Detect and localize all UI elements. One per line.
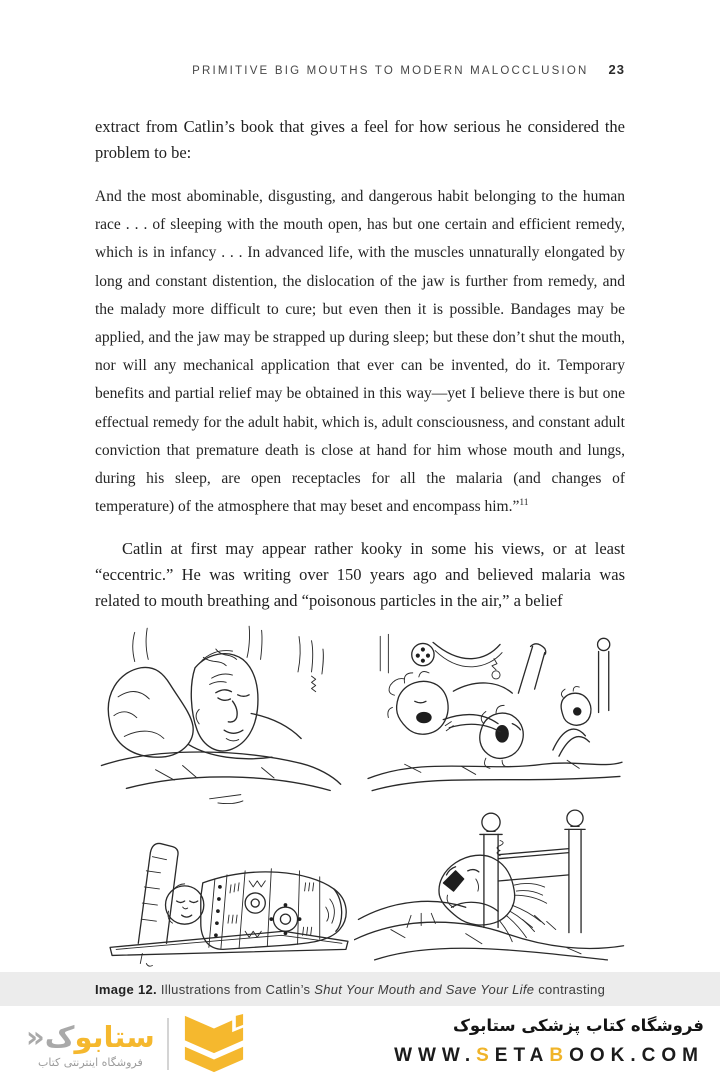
figure-swaddled-infant [102,830,354,970]
footer-store-info [394,1013,704,1071]
logo-wordmark [26,1020,155,1054]
caption-label: Image 12. [95,981,157,997]
logo-chevron-icon [181,1014,247,1074]
logo-guillemet: « [26,1019,45,1054]
figure-closed-mouth-sleeper [94,622,346,804]
logo-wordmark-block [26,1020,155,1069]
closed-mouth-sleeper-illustration [94,622,346,804]
caption-text-before: Illustrations from Catlin’s [156,981,315,997]
swaddled-infant-illustration [102,830,354,970]
caption-book-title: Shut Your Mouth and Save Your Life [314,981,535,997]
running-header [95,62,625,77]
text-column [95,114,625,614]
figure-open-mouth-sleeper [354,798,628,968]
second-paragraph: Catlin at first may appear rather kooky in some his views, or at least “eccentric.” He was writing over 150 years ago and believed malaria was related to mouth breathing and “poisonous particles in the air,” a belief [95,539,625,611]
url-s-accent: S [476,1045,495,1066]
block-quote [95,183,625,521]
figure-grid [92,616,628,968]
chapter-title: PRIMITIVE BIG MOUTHS TO MODERN MALOCCLUSION [192,65,589,77]
logo-wordmark-gray: ک [44,1019,75,1054]
watermark-footer [0,1006,720,1080]
logo-divider [167,1018,169,1070]
footnote-marker: 11 [519,498,529,509]
setabook-logo [26,1014,247,1074]
logo-wordmark-yellow: ستابو [74,1019,155,1054]
figure-caption-bar [0,972,720,1006]
store-name-line: فروشگاه کتاب پزشکی ستابوک [453,1016,704,1035]
figure-restless-sleepers [364,630,626,798]
url-www: WWW. [394,1045,477,1066]
store-url [394,1041,704,1071]
caption-text-after: contrasting [534,981,606,997]
url-b-accent: B [549,1045,570,1066]
open-mouth-sleeper-illustration [354,798,628,968]
restless-sleepers-illustration [364,630,626,798]
intro-paragraph: extract from Catlin’s book that gives a feel for how serious he considered the problem to be: [95,117,625,162]
figure-caption [0,982,605,997]
page-number: 23 [608,62,625,77]
block-quote-text: And the most abominable, disgusting, and dangerous habit belonging to the human race . . . of sleeping with the mouth open, has but one certain and efficient remedy, which is in infancy . . . In advanced life, with the muscles unnaturally elongated by long and constant distention, the dislocation of the jaw is further from remedy, and the malady more difficult to cure; but even then it is possible. Bandages may be applied, and the jaw may be strapped up during sleep; but these don’t shut the mouth, nor will any mechanical application that ever can be invented, do it. Temporary benefits and partial relief may be obtained in this way—yet I believe there is but one effectual remedy for the adult habit, which is, adult consciousness, and constant adult conviction that premature death is close at hand for him whose mouth and lungs, during his sleep, are open receptacles for all the malaria (and changes of temperature) of the atmosphere that may beset and encompass him.” [95,188,625,516]
url-rest: OOK.COM [569,1045,704,1066]
logo-subtitle: فروشگاه اینترنتی کتاب [38,1055,143,1069]
url-eta: ETA [494,1045,550,1066]
